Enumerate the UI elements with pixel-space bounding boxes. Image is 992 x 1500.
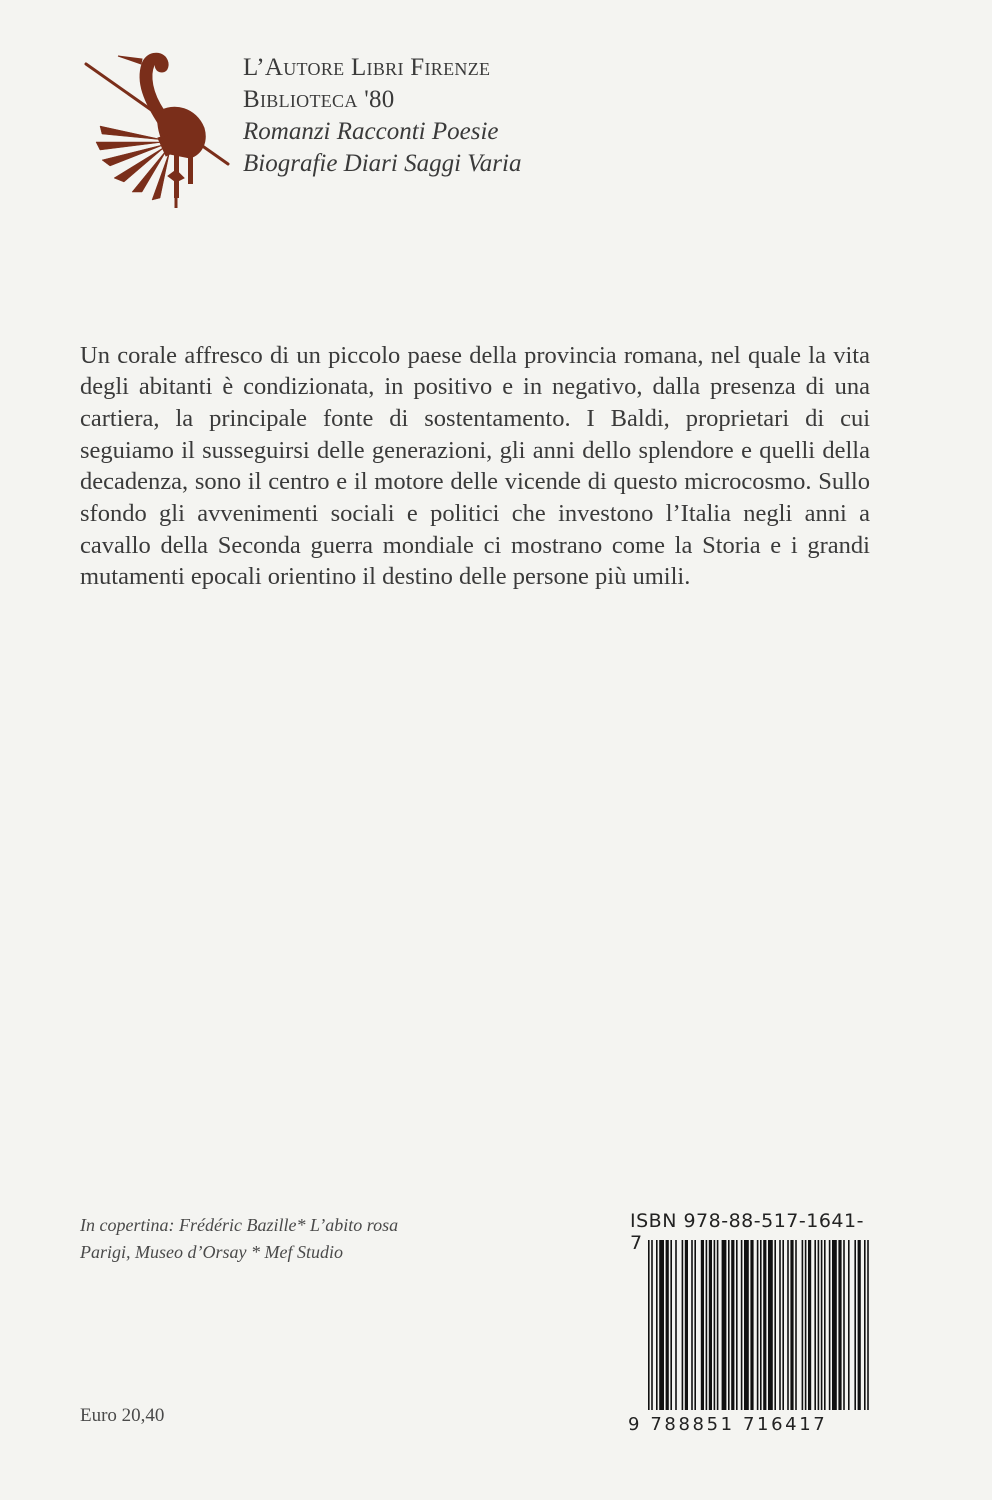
barcode-digits: 9 788851 716417 <box>628 1414 828 1435</box>
barcode-bar <box>750 1240 753 1410</box>
barcode-bar <box>648 1240 650 1410</box>
barcode-bar <box>675 1240 677 1410</box>
barcode-bar <box>666 1240 669 1410</box>
barcode-bar <box>805 1240 807 1410</box>
barcode-bar <box>774 1240 776 1410</box>
barcode-bar <box>832 1240 837 1410</box>
genres-line-1: Romanzi Racconti Poesie <box>243 118 499 145</box>
barcode-bar <box>706 1240 708 1410</box>
isbn-label: ISBN 978-88-517-1641-7 <box>630 1210 864 1254</box>
cover-credit-line-1: In copertina: Frédéric Bazille* L’abito rosa <box>80 1215 399 1235</box>
barcode-bar <box>814 1240 816 1410</box>
barcode-bar <box>782 1240 784 1410</box>
barcode-bar <box>744 1240 749 1410</box>
barcode-bar <box>728 1240 730 1410</box>
barcode-bar <box>709 1240 712 1410</box>
price: Euro 20,40 <box>80 1405 165 1426</box>
barcode-bar <box>768 1240 773 1410</box>
barcode-bar <box>714 1240 716 1410</box>
barcode-bar <box>858 1240 861 1410</box>
barcode-bar <box>843 1240 845 1410</box>
barcode-bar <box>838 1240 841 1410</box>
barcode-bar <box>701 1240 704 1410</box>
barcode <box>648 1240 870 1410</box>
barcode-bar <box>670 1240 672 1410</box>
barcode-bar <box>802 1240 804 1410</box>
publisher-imprint <box>243 52 521 180</box>
barcode-bar <box>757 1240 759 1410</box>
barcode-bar <box>808 1240 811 1410</box>
barcode-bar <box>656 1240 658 1410</box>
cover-credit-line-2: Parigi, Museo d’Orsay * Mef Studio <box>80 1242 343 1262</box>
barcode-bar <box>731 1240 734 1410</box>
barcode-bar <box>717 1240 719 1410</box>
barcode-bar <box>795 1240 797 1410</box>
barcode-bar <box>821 1240 823 1410</box>
book-blurb: Un corale affresco di un piccolo paese della provincia romana, nel quale la vita degli abitanti è condizionata, in positivo e in negativo, dalla presenza di una cartiera, la principale fonte di sostentamento. I Baldi, proprietari di cui seguiamo il susseguirsi delle generazioni, gli anni dello splendore e quelli della decadenza, sono il centro e il motore delle vicende di questo microcosmo. Sullo sfondo gli avvenimenti sociali e politici che investono l’Italia negli anni a cavallo della Seconda guerra mondiale ci mostrano come la Storia e i grandi mutamenti epocali orientino il destino delle persone più umili. <box>80 341 870 591</box>
barcode-bar <box>854 1240 856 1410</box>
barcode-bar <box>651 1240 653 1410</box>
barcode-bar <box>763 1240 766 1410</box>
barcode-bar <box>736 1240 738 1410</box>
barcode-bar <box>824 1240 826 1410</box>
barcode-bar <box>760 1240 762 1410</box>
genres-line-2: Biografie Diari Saggi Varia <box>243 150 522 177</box>
barcode-bar <box>722 1240 727 1410</box>
publisher-name: L’Autore Libri Firenze <box>243 54 491 81</box>
heron-logo-icon <box>78 42 238 212</box>
barcode-bar <box>867 1240 869 1410</box>
barcode-bar <box>741 1240 743 1410</box>
barcode-bar <box>848 1240 850 1410</box>
barcode-bar <box>818 1240 820 1410</box>
cover-credits <box>80 1212 398 1266</box>
barcode-bar <box>790 1240 793 1410</box>
series-name: Biblioteca '80 <box>243 86 395 113</box>
barcode-bar <box>694 1240 696 1410</box>
barcode-bar <box>779 1240 781 1410</box>
barcode-bar <box>787 1240 789 1410</box>
barcode-bar <box>659 1240 664 1410</box>
barcode-bar <box>685 1240 688 1410</box>
barcode-bar <box>682 1240 684 1410</box>
barcode-bar <box>864 1240 866 1410</box>
barcode-bar <box>691 1240 693 1410</box>
barcode-bar <box>829 1240 831 1410</box>
